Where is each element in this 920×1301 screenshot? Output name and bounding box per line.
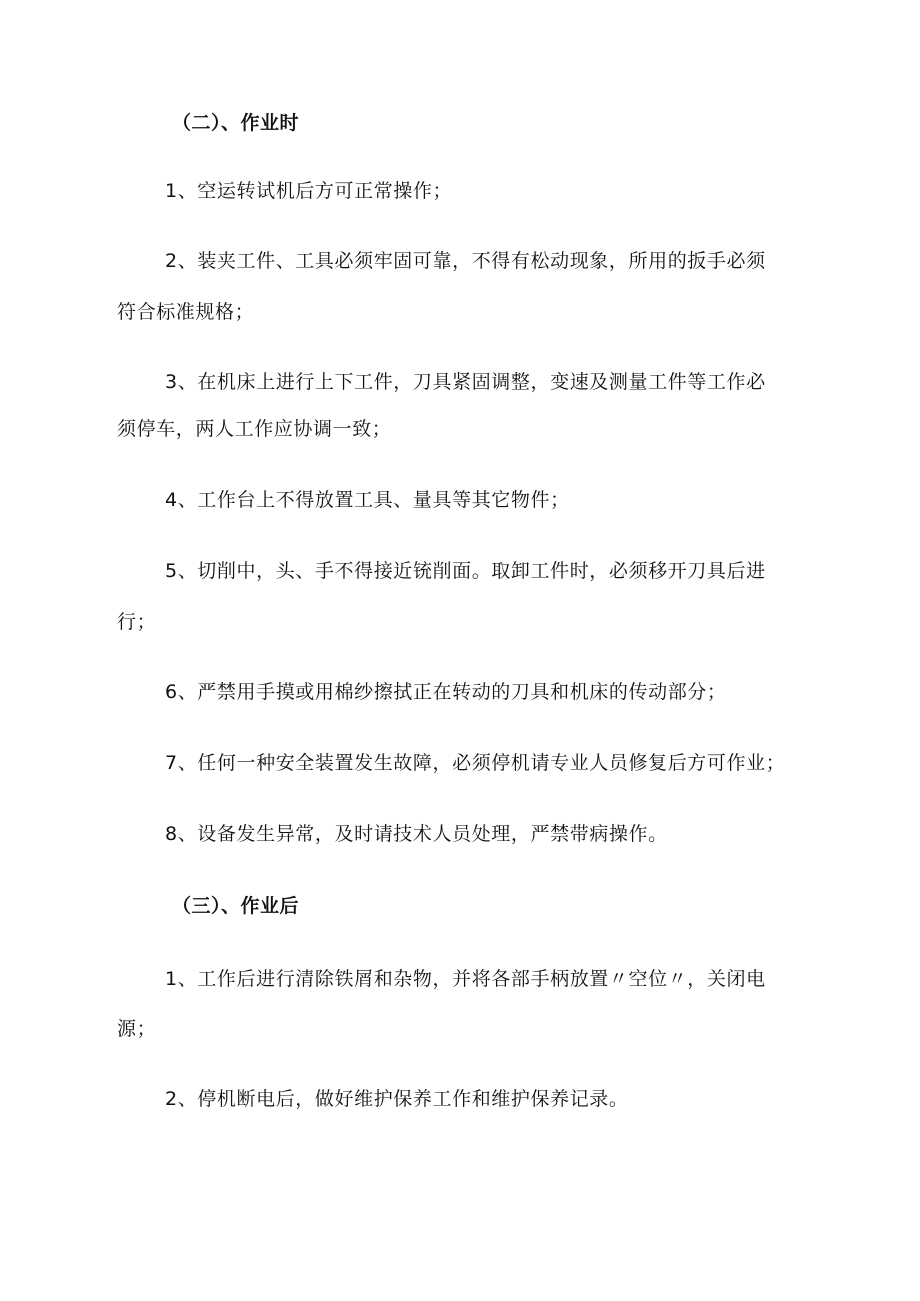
- after-item-1-line-1: 1、工作后进行清除铁屑和杂物，并将各部手柄放置〃空位〃，关闭电: [165, 968, 766, 990]
- item-3-line-1: 3、在机床上进行上下工件，刀具紧固调整，变速及测量工件等工作必: [165, 371, 766, 393]
- item-2-line-2: 符合标准规格；: [117, 301, 255, 323]
- after-item-1-line-2: 源；: [117, 1018, 157, 1040]
- item-4-line-1: 4、工作台上不得放置工具、量具等其它物件；: [165, 489, 570, 511]
- item-6-line-1: 6、严禁用手摸或用棉纱擦拭正在转动的刀具和机床的传动部分；: [165, 681, 727, 703]
- section-heading-during-work: （二）、作业时: [172, 112, 300, 134]
- after-item-2-line-1: 2、停机断电后，做好维护保养工作和维护保养记录。: [165, 1088, 629, 1110]
- item-3-line-2: 须停车，两人工作应协调一致；: [117, 418, 392, 440]
- item-5-line-2: 行；: [117, 611, 157, 633]
- item-2-line-1: 2、装夹工件、工具必须牢固可靠，不得有松动现象，所用的扳手必须: [165, 250, 766, 272]
- item-1-line-1: 1、空运转试机后方可正常操作；: [165, 180, 453, 202]
- item-8-line-1: 8、设备发生异常，及时请技术人员处理，严禁带病操作。: [165, 823, 668, 845]
- item-5-line-1: 5、切削中，头、手不得接近铳削面。取卸工件时，必须移开刀具后进: [165, 560, 766, 582]
- section-heading-after-work: （三）、作业后: [172, 895, 300, 917]
- item-7-line-1: 7、任何一种安全装置发生故障，必须停机请专业人员修复后方可作业；: [165, 752, 786, 774]
